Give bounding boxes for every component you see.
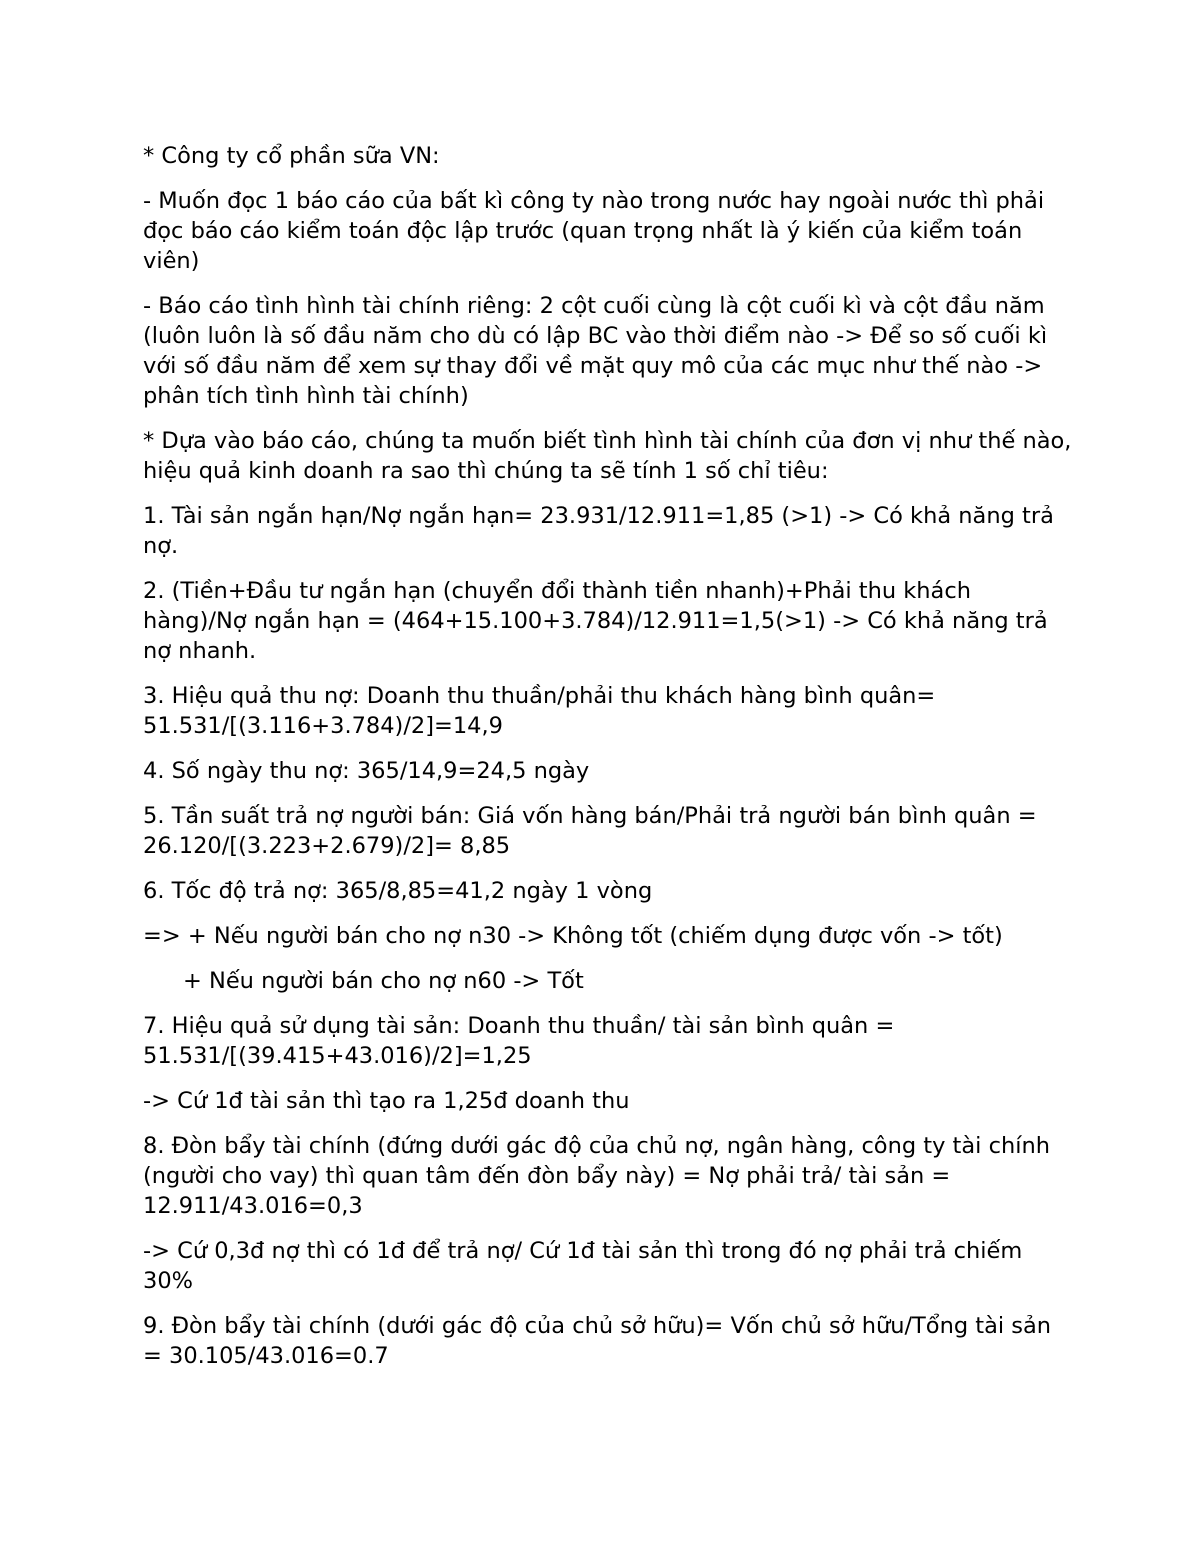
paragraph-item-4: 4. Số ngày thu nợ: 365/14,9=24,5 ngày <box>143 758 590 784</box>
paragraph-item-8: 8. Đòn bẩy tài chính (đứng dưới gác độ của chủ nợ, ngân hàng, công ty tài chính (người cho vay) thì quan tâm đến đòn bẩy này) = Nợ phải trả/ tài sản = 12.911/43.016=0,3 <box>143 1133 1050 1219</box>
paragraph-read-audit-report: - Muốn đọc 1 báo cáo của bất kì công ty nào trong nước hay ngoài nước thì phải đọc báo cáo kiểm toán độc lập trước (quan trọng nhất là ý kiến của kiểm toán viên) <box>143 188 1045 274</box>
paragraph-item-2: 2. (Tiền+Đầu tư ngắn hạn (chuyển đổi thành tiền nhanh)+Phải thu khách hàng)/Nợ ngắn hạn = (464+15.100+3.784)/12.911=1,5(>1) -> Có khả năng trả nợ nhanh. <box>143 578 1048 664</box>
paragraph-heading-company: * Công ty cổ phần sữa VN: <box>143 143 440 169</box>
paragraph-item-7: 7. Hiệu quả sử dụng tài sản: Doanh thu thuần/ tài sản bình quân = 51.531/[(39.415+43.016)/2]=1,25 <box>143 1013 895 1069</box>
document-page <box>143 141 1073 1386</box>
paragraph-item-7-note: -> Cứ 1đ tài sản thì tạo ra 1,25đ doanh thu <box>143 1088 630 1114</box>
paragraph-item-6: 6. Tốc độ trả nợ: 365/8,85=41,2 ngày 1 vòng <box>143 878 653 904</box>
paragraph-note-n30: => + Nếu người bán cho nợ n30 -> Không tốt (chiếm dụng được vốn -> tốt) <box>143 923 1003 949</box>
paragraph-indicators-intro: * Dựa vào báo cáo, chúng ta muốn biết tình hình tài chính của đơn vị như thế nào, hiệu quả kinh doanh ra sao thì chúng ta sẽ tính 1 số chỉ tiêu: <box>143 428 1072 484</box>
paragraph-item-5: 5. Tần suất trả nợ người bán: Giá vốn hàng bán/Phải trả người bán bình quân = 26.120/[(3.223+2.679)/2]= 8,85 <box>143 803 1037 859</box>
paragraph-item-9: 9. Đòn bẩy tài chính (dưới gác độ của chủ sở hữu)= Vốn chủ sở hữu/Tổng tài sản = 30.105/43.016=0.7 <box>143 1313 1052 1369</box>
paragraph-item-1: 1. Tài sản ngắn hạn/Nợ ngắn hạn= 23.931/12.911=1,85 (>1) -> Có khả năng trả nợ. <box>143 503 1054 559</box>
paragraph-item-8-note: -> Cứ 0,3đ nợ thì có 1đ để trả nợ/ Cứ 1đ tài sản thì trong đó nợ phải trả chiếm 30% <box>143 1238 1023 1294</box>
paragraph-note-n60: + Nếu người bán cho nợ n60 -> Tốt <box>183 968 584 994</box>
paragraph-item-3: 3. Hiệu quả thu nợ: Doanh thu thuần/phải thu khách hàng bình quân= 51.531/[(3.116+3.784)/2]=14,9 <box>143 683 936 739</box>
paragraph-financial-position: - Báo cáo tình hình tài chính riêng: 2 cột cuối cùng là cột cuối kì và cột đầu năm (luôn luôn là số đầu năm cho dù có lập BC vào thời điểm nào -> Để so số cuối kì với số đầu năm để xem sự thay đổi về mặt quy mô của các mục như thế nào -> phân tích tình hình tài chính) <box>143 293 1048 409</box>
